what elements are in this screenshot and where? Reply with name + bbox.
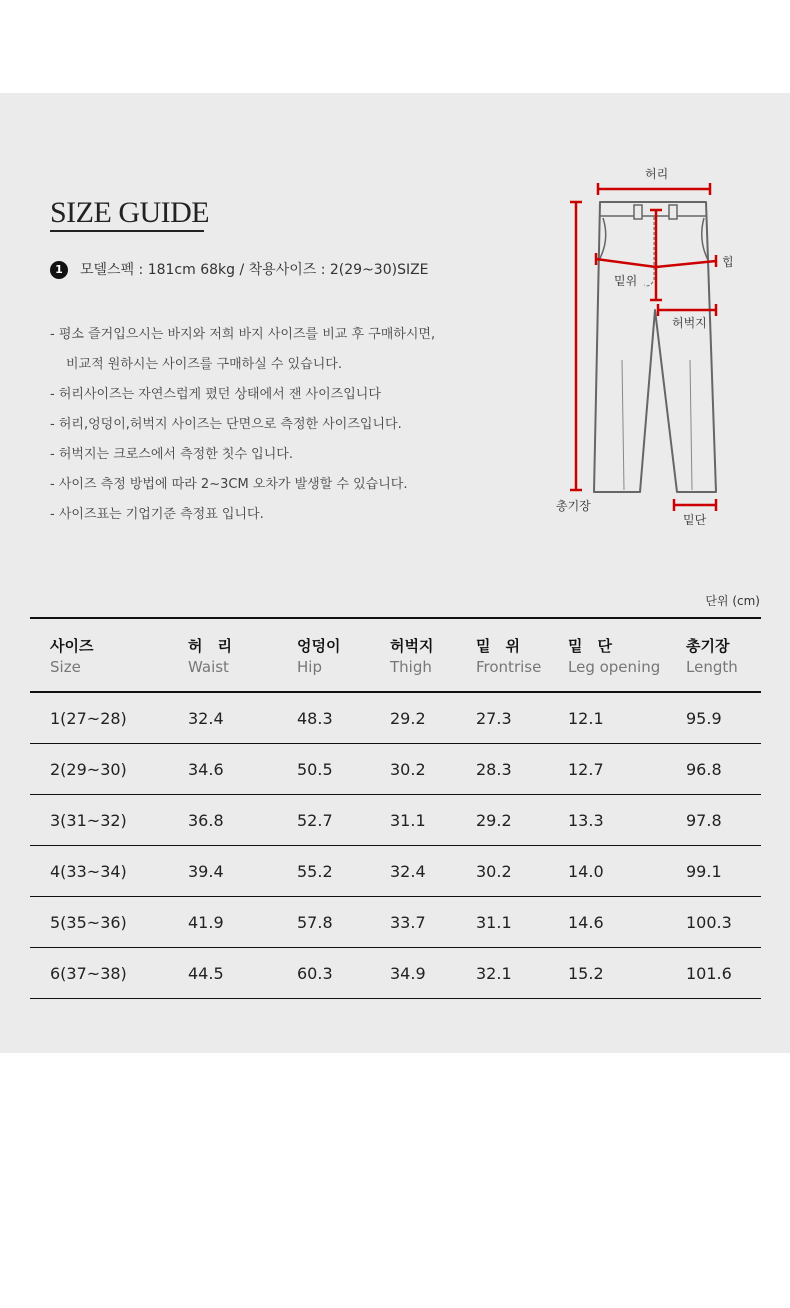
cell-waist: 32.4 xyxy=(188,708,224,728)
header-hip: 엉덩이 Hip xyxy=(297,636,341,676)
cell-length: 101.6 xyxy=(686,963,732,983)
header-waist: 허 리 Waist xyxy=(188,636,232,676)
table-row xyxy=(30,897,761,948)
note-item: 비교적 원하시는 사이즈를 구매하실 수 있습니다. xyxy=(66,357,342,372)
cell-length: 100.3 xyxy=(686,912,732,932)
waist-label: 허리 xyxy=(645,167,669,181)
cell-waist: 39.4 xyxy=(188,861,224,881)
header-leg-opening: 밑 단 Leg opening xyxy=(568,636,661,676)
cell-leg-opening: 13.3 xyxy=(568,810,604,830)
cell-hip: 55.2 xyxy=(297,861,333,881)
cell-hip: 50.5 xyxy=(297,759,333,779)
cell-size: 6(37~38) xyxy=(50,963,127,983)
cell-frontrise: 31.1 xyxy=(476,912,512,932)
header-size: 사이즈 Size xyxy=(50,636,94,676)
header-thigh: 허벅지 Thigh xyxy=(390,636,434,676)
cell-thigh: 32.4 xyxy=(390,861,426,881)
table-row xyxy=(30,744,761,795)
table-header-row xyxy=(30,617,761,693)
note-item: - 허리,엉덩이,허벅지 사이즈는 단면으로 측정한 사이즈입니다. xyxy=(50,417,402,432)
cell-size: 2(29~30) xyxy=(50,759,127,779)
title-underline xyxy=(50,230,204,232)
cell-thigh: 33.7 xyxy=(390,912,426,932)
note-item: - 사이즈 측정 방법에 따라 2~3CM 오차가 발생할 수 있습니다. xyxy=(50,477,408,492)
model-spec: 모델스펙 : 181cm 68kg / 착용사이즈 : 2(29~30)SIZE xyxy=(80,262,429,278)
cell-length: 99.1 xyxy=(686,861,722,881)
table-row xyxy=(30,795,761,846)
note-item: - 허벅지는 크로스에서 측정한 칫수 입니다. xyxy=(50,447,293,462)
cell-length: 97.8 xyxy=(686,810,722,830)
cell-length: 96.8 xyxy=(686,759,722,779)
page-title: SIZE GUIDE xyxy=(50,196,210,229)
pants-measurement-diagram xyxy=(550,160,750,540)
cell-waist: 41.9 xyxy=(188,912,224,932)
note-item: - 사이즈표는 기업기준 측정표 입니다. xyxy=(50,507,264,522)
cell-leg-opening: 15.2 xyxy=(568,963,604,983)
cell-frontrise: 30.2 xyxy=(476,861,512,881)
cell-leg-opening: 14.0 xyxy=(568,861,604,881)
header-length: 총기장 Length xyxy=(686,636,738,676)
cell-size: 3(31~32) xyxy=(50,810,127,830)
length-label: 총기장 xyxy=(556,499,591,513)
cell-length: 95.9 xyxy=(686,708,722,728)
header-frontrise: 밑 위 Frontrise xyxy=(476,636,542,676)
cell-waist: 34.6 xyxy=(188,759,224,779)
thigh-label: 허벅지 xyxy=(672,316,707,330)
cell-frontrise: 27.3 xyxy=(476,708,512,728)
cell-size: 1(27~28) xyxy=(50,708,127,728)
cell-hip: 57.8 xyxy=(297,912,333,932)
cell-size: 4(33~34) xyxy=(50,861,127,881)
size-table xyxy=(30,617,761,999)
cell-thigh: 30.2 xyxy=(390,759,426,779)
hem-label: 밑단 xyxy=(683,513,707,527)
cell-hip: 60.3 xyxy=(297,963,333,983)
cell-leg-opening: 14.6 xyxy=(568,912,604,932)
cell-frontrise: 28.3 xyxy=(476,759,512,779)
rise-label: 밑위 xyxy=(614,274,638,288)
notes-list xyxy=(50,320,435,530)
cell-leg-opening: 12.7 xyxy=(568,759,604,779)
cell-hip: 48.3 xyxy=(297,708,333,728)
cell-size: 5(35~36) xyxy=(50,912,127,932)
cell-frontrise: 32.1 xyxy=(476,963,512,983)
cell-waist: 44.5 xyxy=(188,963,224,983)
table-row xyxy=(30,693,761,744)
pants-illustration xyxy=(550,160,750,540)
table-row xyxy=(30,846,761,897)
cell-hip: 52.7 xyxy=(297,810,333,830)
cell-thigh: 34.9 xyxy=(390,963,426,983)
cell-thigh: 29.2 xyxy=(390,708,426,728)
note-item: - 평소 즐거입으시는 바지와 저희 바지 사이즈를 비교 후 구매하시면, xyxy=(50,327,436,342)
hip-label: 힙 xyxy=(722,255,734,269)
cell-leg-opening: 12.1 xyxy=(568,708,604,728)
cell-frontrise: 29.2 xyxy=(476,810,512,830)
note-item: - 허리사이즈는 자연스럽게 폈던 상태에서 잰 사이즈입니다 xyxy=(50,387,381,402)
table-row xyxy=(30,948,761,999)
number-badge: 1 xyxy=(50,261,68,279)
unit-label: 단위 (cm) xyxy=(705,594,760,608)
cell-thigh: 31.1 xyxy=(390,810,426,830)
cell-waist: 36.8 xyxy=(188,810,224,830)
